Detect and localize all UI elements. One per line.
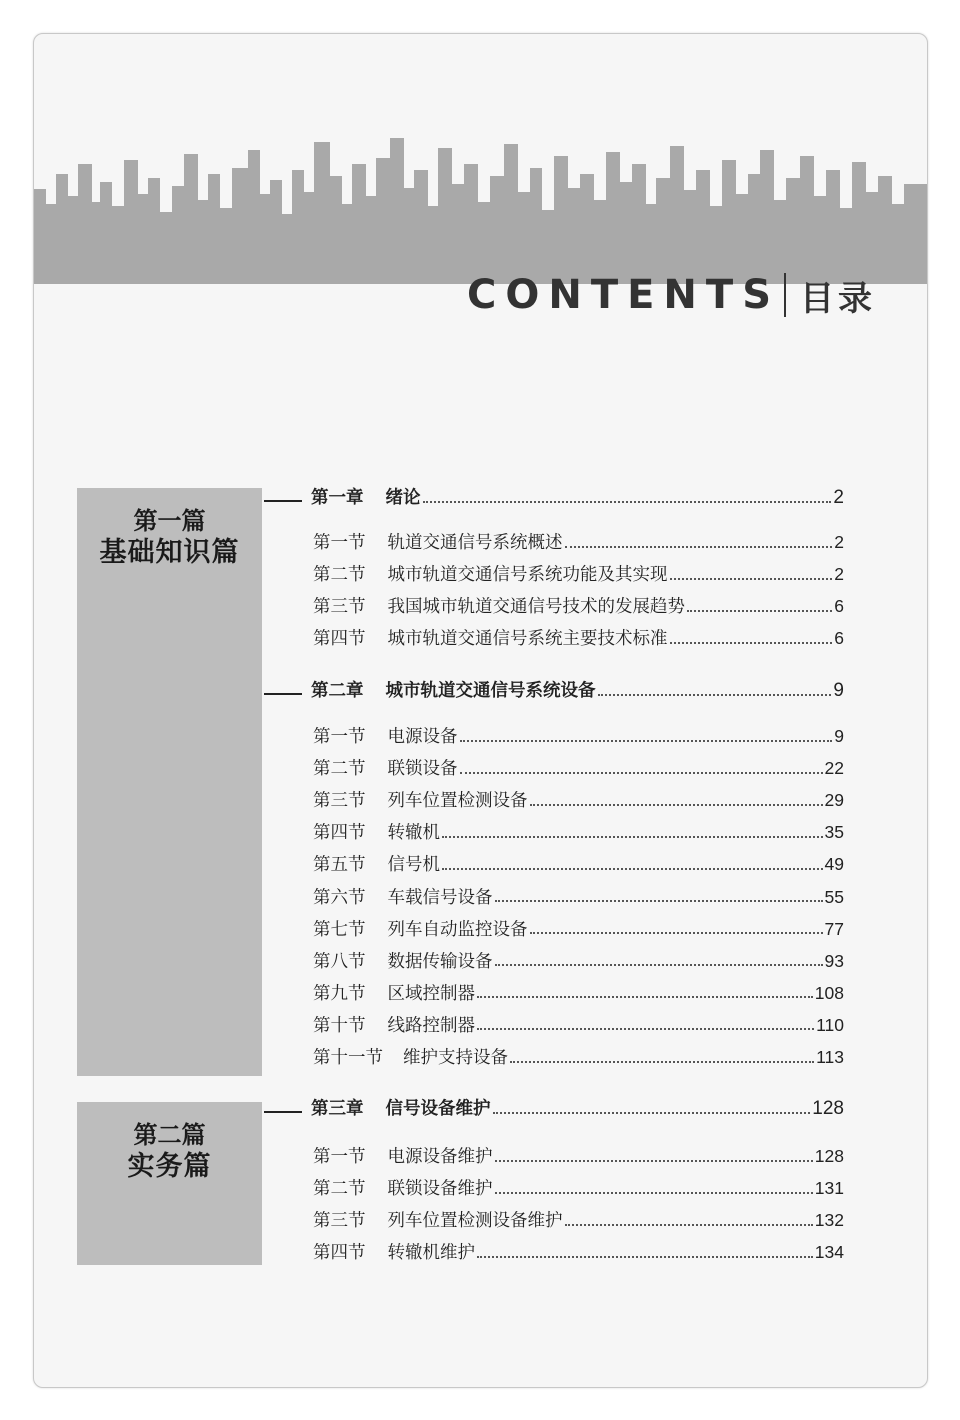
section-label: 第二节: [313, 1179, 366, 1199]
chapter-dash: [264, 1111, 302, 1113]
chapter-title: 城市轨道交通信号系统设备: [385, 681, 596, 701]
section-label: 第十节: [313, 1015, 366, 1036]
heading-divider: [784, 273, 786, 317]
section-entry: [313, 1045, 844, 1070]
section-entry: [313, 724, 844, 749]
section-title: 我国城市轨道交通信号技术的发展趋势: [387, 597, 685, 617]
section-label: 第一节: [313, 727, 366, 747]
dot-leader: [460, 740, 833, 742]
section-title: 电源设备维护: [387, 1147, 493, 1167]
section-title: 联锁设备: [387, 759, 458, 780]
section-label: 第五节: [313, 855, 366, 876]
section-title: 列车自动监控设备: [387, 919, 528, 940]
section-entry: [313, 1176, 844, 1201]
section-title: 列车位置检测设备维护: [387, 1211, 563, 1231]
page-number: 110: [816, 1014, 844, 1035]
section-title: 转辙机: [387, 823, 440, 844]
page-number: 55: [824, 886, 844, 907]
page-number: 6: [834, 596, 844, 616]
section-label: 第六节: [313, 887, 366, 908]
section-label: 第三节: [313, 597, 366, 617]
page-number: 131: [814, 1178, 844, 1198]
dot-leader: [530, 932, 823, 934]
section-title: 轨道交通信号系统概述: [387, 533, 563, 553]
part-number: 第二篇: [133, 1120, 206, 1149]
section-title: 区域控制器: [387, 983, 475, 1004]
contents-heading: [356, 265, 876, 325]
contents-title-en: CONTENTS: [466, 272, 780, 318]
page-number: 22: [824, 758, 844, 779]
page-number: 2: [833, 487, 844, 508]
section-title: 信号机: [387, 855, 440, 876]
section-title: 线路控制器: [387, 1015, 475, 1036]
chapter-label: 第三章: [311, 1099, 364, 1119]
section-label: 第四节: [313, 823, 366, 844]
section-entry: [313, 1144, 844, 1169]
page-number: 128: [814, 1146, 844, 1166]
page-number: 49: [824, 854, 844, 875]
section-entry: [313, 885, 844, 910]
page-number: 132: [814, 1210, 844, 1230]
page-number: 9: [834, 726, 844, 746]
chapter-entry: [311, 679, 844, 703]
dot-leader: [687, 610, 832, 612]
page-number: 128: [812, 1098, 844, 1119]
section-entry: [313, 949, 844, 974]
section-title: 维护支持设备: [403, 1048, 508, 1068]
chapter-dash: [264, 693, 302, 695]
section-entry: [313, 530, 844, 555]
dot-leader: [495, 900, 823, 902]
dot-leader: [493, 1112, 811, 1114]
city-skyline-graphic: [34, 134, 927, 284]
page-number: 6: [834, 628, 844, 648]
chapter-label: 第二章: [311, 681, 364, 701]
dot-leader: [442, 836, 823, 838]
chapter-label: 第一章: [311, 488, 364, 508]
dot-leader: [565, 1224, 813, 1226]
dot-leader: [598, 694, 832, 696]
section-entry: [313, 788, 844, 813]
section-label: 第二节: [313, 565, 366, 585]
dot-leader: [670, 578, 833, 580]
part-name: 实务篇: [127, 1151, 212, 1182]
section-entry: [313, 562, 844, 587]
section-label: 第一节: [313, 533, 366, 553]
chapter-entry: [311, 1097, 844, 1121]
chapter-entry: [311, 486, 844, 510]
dot-leader: [670, 642, 833, 644]
page-number: 2: [834, 564, 844, 584]
dot-leader: [510, 1061, 814, 1063]
section-entry: [313, 981, 844, 1006]
section-title: 车载信号设备: [387, 887, 493, 908]
section-label: 第二节: [313, 759, 366, 780]
part-name: 基础知识篇: [99, 537, 240, 568]
section-entry: [313, 626, 844, 651]
dot-leader: [495, 964, 823, 966]
chapter-title: 信号设备维护: [385, 1099, 491, 1119]
page-number: 9: [833, 680, 844, 701]
section-title: 电源设备: [387, 727, 458, 747]
dot-leader: [477, 1256, 813, 1258]
page-number: 108: [814, 982, 844, 1003]
page-number: 29: [824, 790, 844, 811]
section-label: 第三节: [313, 1211, 366, 1231]
contents-title-cn: 目录: [800, 278, 876, 319]
section-label: 第四节: [313, 629, 366, 649]
part-box: [77, 488, 262, 1076]
page-number: 77: [824, 918, 844, 939]
part-box: [77, 1102, 262, 1265]
section-entry: [313, 820, 844, 845]
section-title: 转辙机维护: [387, 1243, 475, 1263]
dot-leader: [495, 1160, 813, 1162]
dot-leader: [495, 1192, 813, 1194]
section-title: 数据传输设备: [387, 951, 493, 972]
dot-leader: [477, 1028, 814, 1030]
section-label: 第七节: [313, 919, 366, 940]
book-page: [33, 33, 928, 1388]
section-title: 城市轨道交通信号系统主要技术标准: [387, 629, 668, 649]
section-label: 第八节: [313, 951, 366, 972]
section-entry: [313, 917, 844, 942]
page-number: 93: [824, 950, 844, 971]
page-number: 134: [814, 1242, 844, 1262]
section-title: 联锁设备维护: [387, 1179, 493, 1199]
section-label: 第四节: [313, 1243, 366, 1263]
section-entry: [313, 594, 844, 619]
dot-leader: [530, 804, 823, 806]
section-label: 第十一节: [313, 1048, 383, 1068]
dot-leader: [442, 868, 823, 870]
chapter-dash: [264, 500, 302, 502]
section-entry: [313, 756, 844, 781]
section-label: 第三节: [313, 791, 366, 812]
dot-leader: [565, 546, 833, 548]
section-entry: [313, 1240, 844, 1265]
section-title: 城市轨道交通信号系统功能及其实现: [387, 565, 668, 585]
page-number: 113: [816, 1047, 844, 1067]
section-entry: [313, 1013, 844, 1038]
chapter-title: 绪论: [385, 488, 421, 508]
section-label: 第一节: [313, 1147, 366, 1167]
dot-leader: [477, 996, 813, 998]
page-number: 2: [834, 532, 844, 552]
part-number: 第一篇: [133, 506, 206, 535]
section-title: 列车位置检测设备: [387, 791, 528, 812]
dot-leader: [460, 772, 823, 774]
page-number: 35: [824, 822, 844, 843]
section-entry: [313, 1208, 844, 1233]
section-entry: [313, 852, 844, 877]
section-label: 第九节: [313, 983, 366, 1004]
dot-leader: [423, 501, 832, 503]
